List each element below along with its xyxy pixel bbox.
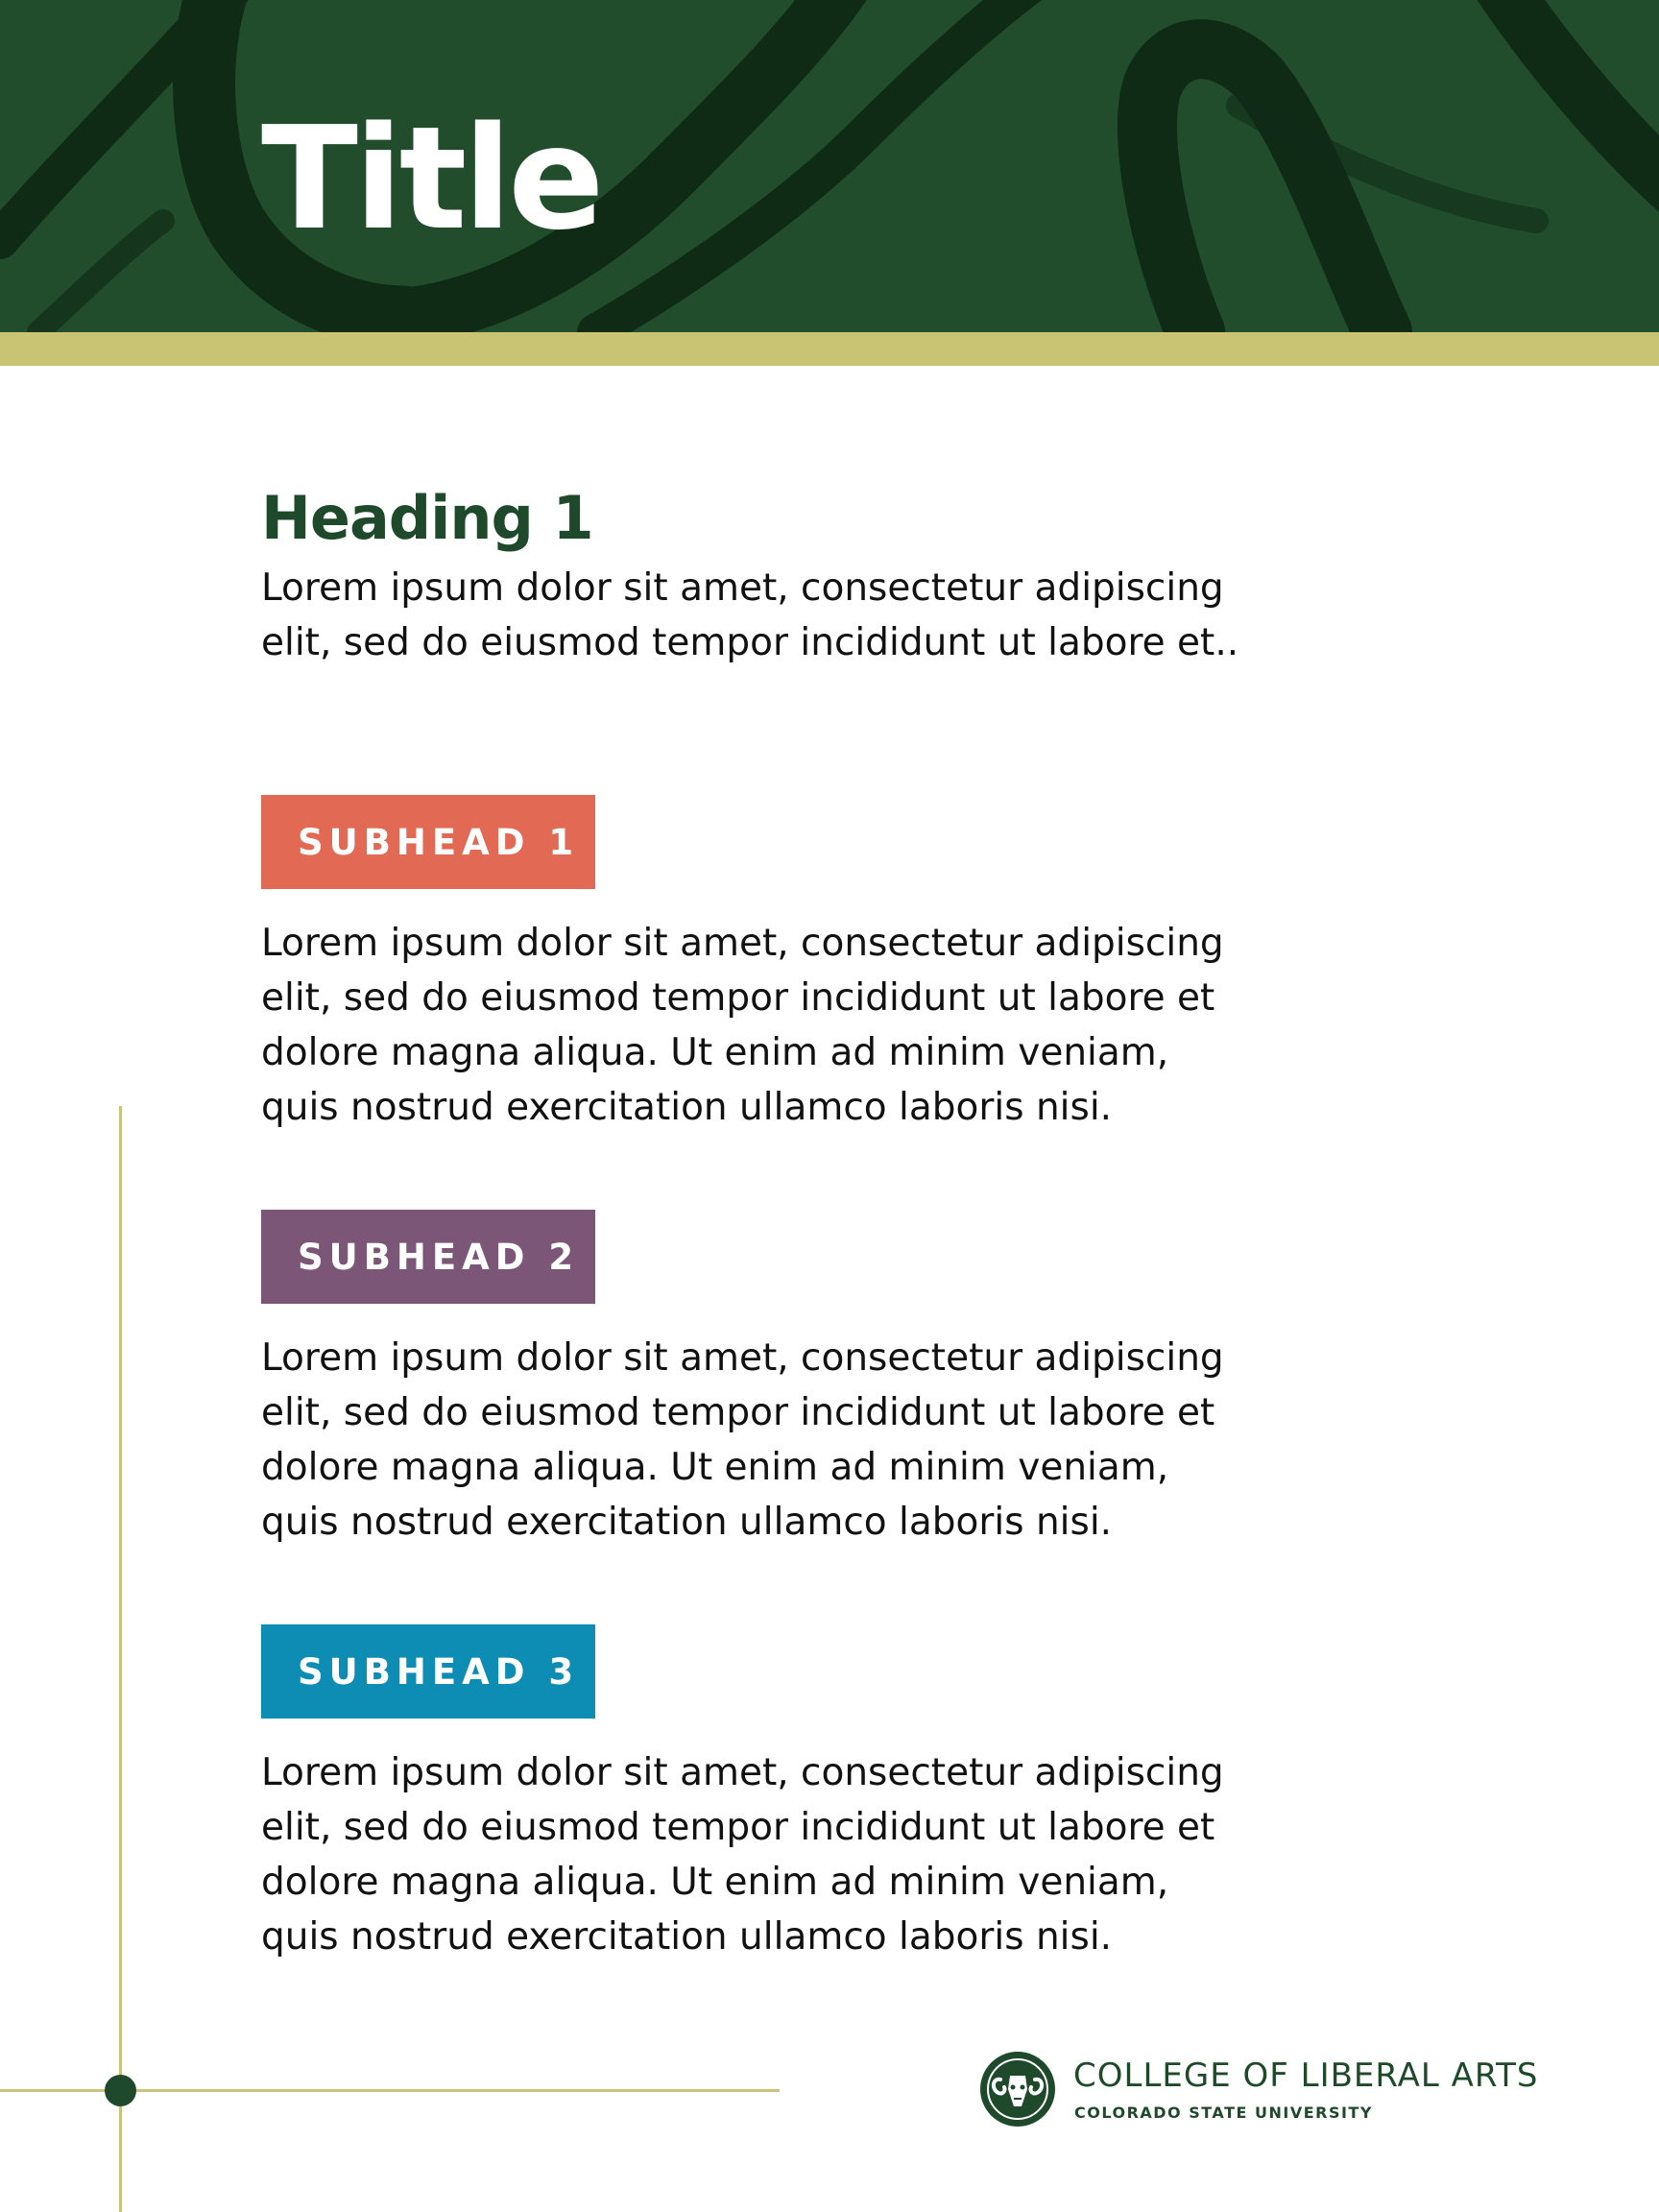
decorative-vertical-line [119, 1106, 122, 2212]
subhead-3: SUBHEAD 3 [261, 1624, 595, 1719]
ram-icon [979, 2051, 1056, 2128]
section-2-paragraph: Lorem ipsum dolor sit amet, consectetur adipiscing elit, sed do eiusmod tempor incididunt ut labore et dolore magna aliqua. Ut enim ad minim veniam, quis nostrud exercitation ullamco laboris nisi. [261, 1336, 1224, 1544]
section-3-paragraph: Lorem ipsum dolor sit amet, consectetur adipiscing elit, sed do eiusmod tempor incididunt ut labore et dolore magna aliqua. Ut enim ad minim veniam, quis nostrud exercitation ullamco laboris nisi. [261, 1751, 1224, 1959]
subhead-1: SUBHEAD 1 [261, 795, 595, 889]
college-logo [979, 2051, 1603, 2137]
logo-university-name: COLORADO STATE UNIVERSITY [1074, 2104, 1373, 2122]
header-banner [0, 0, 1659, 332]
heading-1: Heading 1 [261, 483, 593, 553]
brush-stroke-background [0, 0, 1659, 332]
page-title: Title [261, 96, 601, 261]
gold-divider-band [0, 332, 1659, 366]
intro-paragraph: Lorem ipsum dolor sit amet, consectetur adipiscing elit, sed do eiusmod tempor incididunt ut labore et.. [261, 566, 1239, 664]
decorative-dot [105, 2075, 136, 2106]
subhead-2: SUBHEAD 2 [261, 1210, 595, 1304]
section-1-paragraph: Lorem ipsum dolor sit amet, consectetur adipiscing elit, sed do eiusmod tempor incididunt ut labore et dolore magna aliqua. Ut enim ad minim veniam, quis nostrud exercitation ullamco laboris nisi. [261, 922, 1224, 1129]
main-content [261, 480, 1317, 1964]
logo-college-name: COLLEGE OF LIBERAL ARTS [1073, 2056, 1539, 2095]
